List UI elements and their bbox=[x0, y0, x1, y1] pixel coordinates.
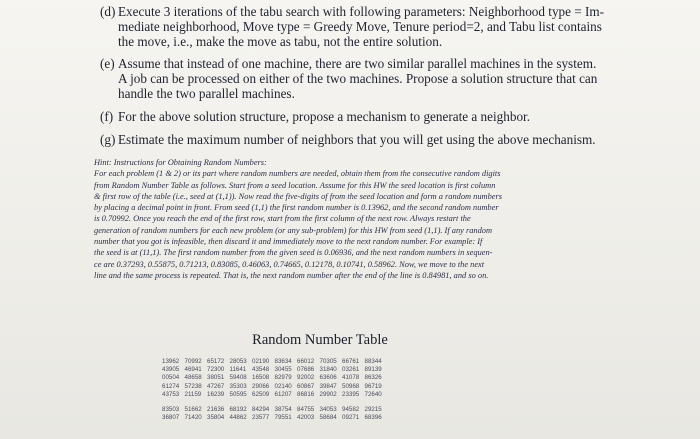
table-cell: 68192 bbox=[229, 406, 247, 414]
question-text-line: mediate neighborhood, Move type = Greedy Move, Tenure period=2, and Tabu list contains bbox=[118, 19, 602, 34]
question-e bbox=[100, 56, 700, 101]
table-row bbox=[162, 383, 387, 391]
table-cell: 47267 bbox=[207, 382, 225, 390]
table-cell: 41078 bbox=[342, 374, 360, 382]
table-cell: 83634 bbox=[274, 358, 292, 365]
table-cell: 42003 bbox=[297, 414, 315, 422]
hint-line: & first row of the table (i.e., seed at (1,1)). Now read the five-digits of from the seed location and form a random numbers bbox=[94, 191, 503, 201]
question-label: (g) bbox=[100, 132, 116, 147]
table-cell: 21159 bbox=[184, 390, 202, 398]
hint-line: generation of random numbers for each new problem (or any sub-problem) for this HW from seed (1,1). If any random bbox=[94, 225, 492, 235]
table-cell: 94582 bbox=[342, 406, 360, 414]
question-label: (d) bbox=[100, 4, 116, 19]
question-f bbox=[100, 109, 700, 124]
table-cell: 09271 bbox=[342, 414, 360, 422]
table-row bbox=[162, 414, 387, 422]
question-label: (e) bbox=[100, 56, 115, 71]
table-cell: 29902 bbox=[319, 390, 337, 398]
table-cell: 43753 bbox=[162, 390, 180, 398]
table-cell: 62509 bbox=[252, 390, 270, 398]
table-cell: 72640 bbox=[364, 390, 382, 398]
hint-line: from Random Number Table as follows. Start from a seed location. Assume for this HW the seed location is first column bbox=[94, 180, 496, 190]
table-cell: 84755 bbox=[297, 406, 315, 414]
table-cell: 43905 bbox=[162, 366, 180, 374]
question-label: (f) bbox=[100, 109, 114, 124]
table-row bbox=[162, 358, 387, 366]
hint-line: ce are 0.37293, 0.55875, 0.71213, 0.83085, 0.46063, 0.74665, 0.12178, 0.10741, 0.58962. Now, we move to the next bbox=[94, 259, 485, 269]
table-cell: 13962 bbox=[162, 358, 180, 365]
table-cell: 31840 bbox=[319, 366, 337, 374]
table-cell: 16508 bbox=[252, 374, 270, 382]
table-cell: 44862 bbox=[229, 414, 247, 422]
table-cell: 43548 bbox=[252, 366, 270, 374]
table-cell: 39847 bbox=[319, 382, 337, 390]
hint-line: line and the same process is repeated. That is, the next random number after the end of the line is 0.84981, and so on. bbox=[94, 270, 489, 280]
hint-line: number that you got is infeasible, then discard it and immediately move to the next random number. For example: If bbox=[94, 237, 483, 247]
table-row bbox=[162, 406, 387, 414]
table-cell: 50968 bbox=[342, 382, 360, 390]
table-cell: 23577 bbox=[252, 414, 270, 422]
table-cell: 50595 bbox=[229, 390, 247, 398]
table-cell: 86816 bbox=[297, 390, 315, 398]
table-row bbox=[162, 366, 387, 374]
table-cell: 48658 bbox=[184, 374, 202, 382]
question-d bbox=[100, 4, 678, 49]
question-text-line: A job can be processed on either of the two machines. Propose a solution structure that can bbox=[118, 71, 598, 86]
table-cell: 30455 bbox=[274, 366, 292, 374]
table-block-gap bbox=[162, 399, 387, 406]
hint-line: by placing a decimal point in front. From seed (1,1) the first random number is 0.13962, and the second random number bbox=[94, 203, 499, 213]
table-cell: 61207 bbox=[274, 390, 292, 398]
table-cell: 28053 bbox=[229, 358, 247, 365]
table-cell: 11641 bbox=[229, 366, 247, 374]
table-cell: 92002 bbox=[297, 374, 315, 382]
table-cell: 71420 bbox=[184, 414, 202, 422]
table-cell: 86326 bbox=[364, 374, 382, 382]
table-cell: 00504 bbox=[162, 374, 180, 382]
table-cell: 21636 bbox=[207, 406, 225, 414]
table-cell: 38051 bbox=[207, 374, 225, 382]
table-cell: 34053 bbox=[319, 406, 337, 414]
random-number-table bbox=[162, 358, 387, 422]
table-cell: 03261 bbox=[342, 366, 360, 374]
table-cell: 96719 bbox=[364, 382, 382, 390]
table-cell: 72300 bbox=[207, 366, 225, 374]
table-cell: 46941 bbox=[184, 366, 202, 374]
table-cell: 59408 bbox=[229, 374, 247, 382]
random-number-table-title bbox=[0, 332, 700, 349]
table-cell: 61274 bbox=[162, 382, 180, 390]
table-cell: 58684 bbox=[319, 414, 337, 422]
table-cell: 68396 bbox=[364, 414, 382, 422]
table-cell: 88344 bbox=[364, 358, 382, 365]
hint-line: is 0.70992. Once you reach the end of the first row, start from the first column of the next row. Always restart the bbox=[94, 214, 471, 224]
hint-line: the seed is at (11,1). The first random number from the given seed is 0.06936, and the next random numbers in sequen- bbox=[94, 248, 493, 258]
hint-line: Hint: Instructions for Obtaining Random Numbers: bbox=[94, 158, 267, 167]
hint-paragraph bbox=[94, 157, 684, 281]
table-title-text: Random Number Table bbox=[252, 332, 388, 348]
table-cell: 70305 bbox=[319, 358, 337, 365]
table-cell: 89139 bbox=[364, 366, 382, 374]
table-row bbox=[162, 391, 387, 399]
table-cell: 23395 bbox=[342, 390, 360, 398]
table-cell: 38754 bbox=[274, 406, 292, 414]
table-row bbox=[162, 374, 387, 382]
table-cell: 29066 bbox=[252, 382, 270, 390]
table-cell: 16239 bbox=[207, 390, 225, 398]
table-cell: 36807 bbox=[162, 414, 180, 422]
table-cell: 02140 bbox=[274, 382, 292, 390]
table-cell: 70992 bbox=[184, 358, 202, 365]
table-cell: 29215 bbox=[364, 406, 382, 414]
question-text-line: Estimate the maximum number of neighbors that you will get using the above mechanism. bbox=[118, 132, 596, 147]
table-cell: 79551 bbox=[274, 414, 292, 422]
table-cell: 63606 bbox=[319, 374, 337, 382]
table-cell: 57238 bbox=[184, 382, 202, 390]
table-cell: 51662 bbox=[184, 406, 202, 414]
question-g bbox=[100, 132, 700, 147]
question-text-line: the move, i.e., make the move as tabu, not the entire solution. bbox=[118, 34, 443, 49]
table-cell: 84294 bbox=[252, 406, 270, 414]
question-text-line: handle the two parallel machines. bbox=[118, 86, 295, 101]
hint-line: For each problem (1 & 2) or its part where random numbers are needed, obtain them from the consecutive random digits bbox=[94, 169, 501, 179]
table-cell: 60867 bbox=[297, 382, 315, 390]
table-cell: 07686 bbox=[297, 366, 315, 374]
question-text-line: Execute 3 iterations of the tabu search with following parameters: Neighborhood type = Im- bbox=[118, 4, 605, 19]
question-text-line: For the above solution structure, propose a mechanism to generate a neighbor. bbox=[118, 109, 530, 124]
table-cell: 66012 bbox=[297, 358, 315, 365]
question-text-line: Assume that instead of one machine, there are two similar parallel machines in the system. bbox=[118, 56, 597, 71]
table-cell: 35303 bbox=[229, 382, 247, 390]
table-cell: 65172 bbox=[207, 358, 225, 365]
table-cell: 82979 bbox=[274, 374, 292, 382]
table-cell: 66761 bbox=[342, 358, 360, 365]
table-cell: 35804 bbox=[207, 414, 225, 422]
table-cell: 02190 bbox=[252, 358, 270, 365]
table-cell: 83503 bbox=[162, 406, 180, 414]
